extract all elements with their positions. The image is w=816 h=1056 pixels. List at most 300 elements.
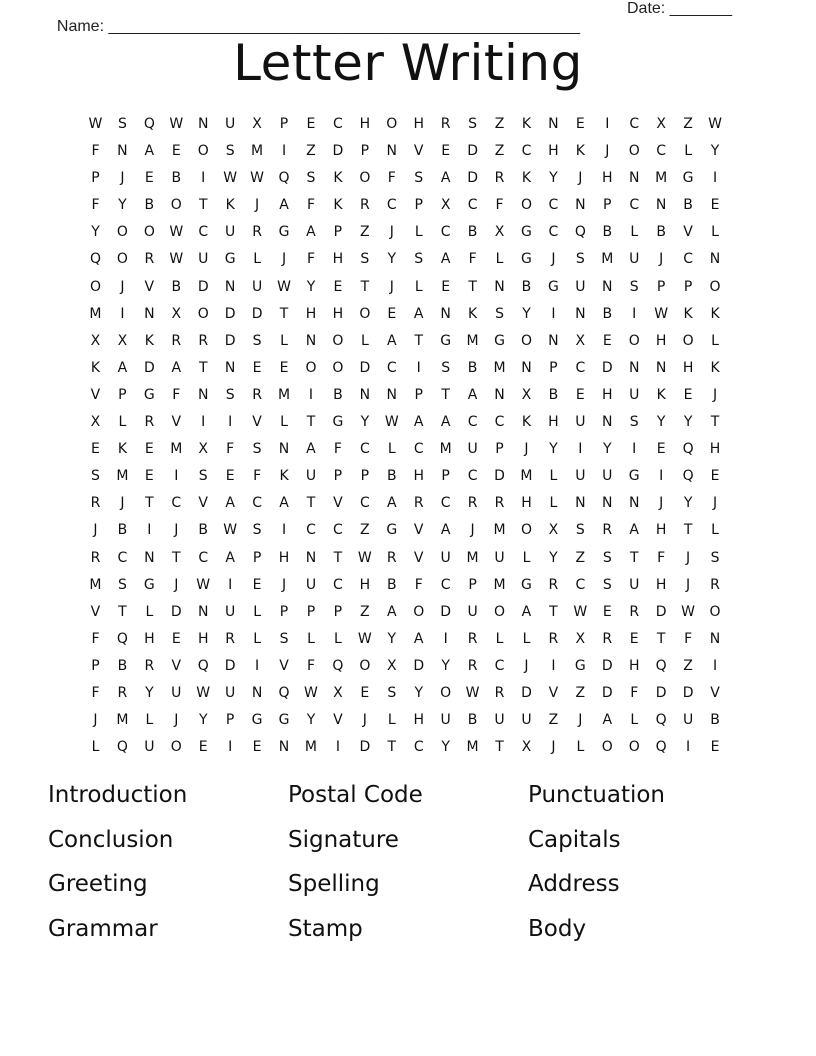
grid-letter: O xyxy=(116,251,128,268)
grid-letter: M xyxy=(601,251,614,268)
grid-letter: I xyxy=(201,414,206,431)
grid-letter: O xyxy=(628,143,640,160)
grid-letter: N xyxy=(494,386,505,403)
grid-letter: B xyxy=(386,576,397,593)
grid-letter: I xyxy=(686,739,691,756)
grid-letter: E xyxy=(710,468,720,485)
grid-letter: M xyxy=(89,305,102,322)
grid-letter: W xyxy=(223,522,238,539)
grid-letter: E xyxy=(441,143,451,160)
grid-letter: V xyxy=(413,143,424,160)
grid-letter: R xyxy=(386,549,397,566)
grid-letter: P xyxy=(603,197,612,214)
grid-letter: S xyxy=(252,441,262,458)
grid-letter: T xyxy=(468,278,477,295)
grid-letter: G xyxy=(682,170,694,187)
grid-letter: P xyxy=(414,386,423,403)
grid-letter: H xyxy=(521,495,532,512)
grid-letter: K xyxy=(333,170,343,187)
grid-letter: E xyxy=(602,332,612,349)
grid-letter: O xyxy=(359,305,371,322)
grid-letter: L xyxy=(91,739,100,756)
grid-letter: O xyxy=(197,143,209,160)
grid-letter: V xyxy=(279,657,289,674)
grid-letter: W xyxy=(708,116,722,132)
grid-letter: B xyxy=(683,197,693,214)
grid-letter: L xyxy=(280,414,288,431)
grid-letter: X xyxy=(575,332,586,349)
grid-letter: L xyxy=(549,495,558,512)
grid-letter: B xyxy=(710,712,720,729)
grid-letter: C xyxy=(333,116,343,132)
grid-letter: U xyxy=(225,603,236,620)
grid-letter: V xyxy=(710,684,720,701)
grid-letter: H xyxy=(655,522,667,539)
grid-letter: F xyxy=(387,170,396,187)
date-field-label: Date: _______ xyxy=(627,0,732,17)
grid-letter: C xyxy=(306,522,316,539)
grid-letter: O xyxy=(170,197,182,214)
grid-letter: R xyxy=(548,576,559,593)
grid-letter: U xyxy=(575,468,586,485)
grid-letter: N xyxy=(359,386,371,403)
grid-letter: Y xyxy=(522,305,531,322)
grid-letter: B xyxy=(467,224,478,241)
grid-letter: O xyxy=(89,278,101,295)
grid-letter: I xyxy=(281,143,287,160)
grid-letter: W xyxy=(88,116,103,132)
grid-letter: K xyxy=(279,468,289,485)
grid-letter: K xyxy=(90,359,101,376)
grid-letter: Y xyxy=(306,712,316,729)
grid-letter: B xyxy=(656,224,666,241)
grid-letter: U xyxy=(602,468,613,485)
grid-letter: N xyxy=(224,278,236,295)
grid-letter: G xyxy=(224,251,236,268)
grid-letter: J xyxy=(551,739,556,756)
grid-letter: U xyxy=(575,414,586,431)
grid-letter: P xyxy=(333,468,343,485)
grid-letter: X xyxy=(198,441,209,458)
grid-letter: P xyxy=(656,278,666,295)
grid-letter: P xyxy=(360,468,370,485)
grid-letter: U xyxy=(494,549,505,566)
grid-letter: C xyxy=(359,495,370,512)
grid-letter: C xyxy=(656,143,667,160)
grid-letter: X xyxy=(171,305,182,322)
grid-letter: I xyxy=(147,522,152,539)
grid-letter: L xyxy=(253,603,261,620)
grid-letter: Z xyxy=(360,522,370,539)
grid-letter: A xyxy=(467,386,478,403)
grid-letter: C xyxy=(548,224,559,241)
grid-letter: U xyxy=(305,468,317,485)
grid-letter: P xyxy=(279,116,289,132)
grid-letter: P xyxy=(225,712,235,729)
grid-letter: C xyxy=(548,197,559,214)
grid-letter: C xyxy=(467,468,478,485)
grid-letter: W xyxy=(681,603,696,620)
grid-letter: P xyxy=(441,468,450,485)
grid-letter: V xyxy=(548,684,559,701)
grid-letter: S xyxy=(602,576,612,593)
grid-letter: C xyxy=(386,359,397,376)
grid-letter: N xyxy=(575,305,586,322)
grid-letter: S xyxy=(225,386,235,403)
grid-letter: Q xyxy=(278,170,290,187)
grid-letter: R xyxy=(467,630,478,647)
grid-letter: N xyxy=(709,251,721,268)
grid-letter: Z xyxy=(306,143,316,160)
grid-letter: O xyxy=(359,170,371,187)
grid-letter: J xyxy=(659,251,664,268)
grid-letter: U xyxy=(171,684,182,701)
word-list-item: Stamp xyxy=(288,915,363,942)
grid-letter: N xyxy=(386,143,398,160)
grid-letter: H xyxy=(655,332,667,349)
grid-letter: Y xyxy=(603,441,612,458)
grid-letter: S xyxy=(306,170,316,187)
grid-letter: K xyxy=(521,414,532,431)
grid-letter: F xyxy=(306,197,315,214)
grid-letter: Q xyxy=(655,739,667,756)
grid-letter: D xyxy=(494,468,505,485)
grid-letter: Y xyxy=(710,143,720,160)
grid-letter: F xyxy=(333,441,342,458)
grid-letter: O xyxy=(116,224,128,241)
grid-letter: F xyxy=(91,630,100,647)
grid-letter: C xyxy=(629,197,640,214)
grid-letter: I xyxy=(308,386,314,403)
grid-letter: P xyxy=(252,549,262,566)
grid-letter: J xyxy=(120,495,125,512)
grid-letter: R xyxy=(629,603,640,620)
grid-letter: D xyxy=(359,359,371,376)
grid-letter: K xyxy=(710,305,720,322)
grid-letter: H xyxy=(602,170,613,187)
grid-letter: G xyxy=(143,386,155,403)
grid-letter: I xyxy=(281,522,287,539)
grid-letter: B xyxy=(521,278,532,295)
grid-letter: J xyxy=(174,576,179,593)
grid-letter: Y xyxy=(145,684,154,701)
grid-letter: G xyxy=(574,657,586,674)
grid-letter: T xyxy=(279,305,289,322)
grid-letter: E xyxy=(252,739,262,756)
grid-letter: N xyxy=(144,549,155,566)
grid-letter: C xyxy=(521,143,532,160)
grid-letter: M xyxy=(493,576,506,593)
grid-letter: E xyxy=(441,278,451,295)
grid-letter: G xyxy=(278,712,290,729)
grid-letter: M xyxy=(493,522,506,539)
grid-letter: V xyxy=(90,386,101,403)
grid-letter: C xyxy=(440,224,451,241)
grid-letter: Q xyxy=(332,657,344,674)
grid-letter: C xyxy=(333,576,343,593)
grid-letter: J xyxy=(712,386,718,403)
grid-letter: Z xyxy=(683,116,693,132)
grid-letter: U xyxy=(682,712,694,729)
grid-letter: L xyxy=(522,549,531,566)
grid-letter: W xyxy=(573,603,588,620)
grid-letter: J xyxy=(93,712,98,729)
grid-letter: V xyxy=(198,495,208,512)
grid-letter: L xyxy=(414,224,423,241)
grid-letter: F xyxy=(253,468,262,485)
grid-letter: S xyxy=(91,468,100,485)
grid-letter: L xyxy=(145,603,154,620)
grid-letter: P xyxy=(91,170,100,187)
grid-letter: C xyxy=(467,197,478,214)
grid-letter: F xyxy=(414,576,423,593)
grid-letter: T xyxy=(656,630,666,647)
grid-letter: D xyxy=(224,332,236,349)
grid-letter: I xyxy=(605,116,610,132)
grid-letter: I xyxy=(551,305,556,322)
grid-letter: I xyxy=(712,170,718,187)
grid-letter: X xyxy=(440,197,451,214)
grid-letter: C xyxy=(629,116,640,132)
grid-letter: H xyxy=(682,359,694,376)
grid-letter: M xyxy=(439,441,452,458)
grid-letter: R xyxy=(359,197,370,214)
grid-letter: T xyxy=(683,522,693,539)
grid-letter: G xyxy=(547,278,559,295)
grid-letter: S xyxy=(414,251,424,268)
grid-letter: R xyxy=(467,495,478,512)
grid-letter: V xyxy=(252,414,262,431)
grid-letter: L xyxy=(307,630,315,647)
grid-letter: D xyxy=(655,603,667,620)
grid-letter: J xyxy=(281,576,287,593)
grid-letter: H xyxy=(332,305,344,322)
grid-letter: K xyxy=(710,359,720,376)
grid-letter: I xyxy=(174,468,179,485)
grid-letter: O xyxy=(682,332,694,349)
grid-letter: I xyxy=(632,441,637,458)
grid-letter: L xyxy=(522,630,531,647)
grid-letter: W xyxy=(196,576,211,593)
grid-letter: A xyxy=(144,143,155,160)
grid-letter: E xyxy=(171,630,181,647)
grid-letter: T xyxy=(306,495,316,512)
grid-letter: V xyxy=(144,278,155,295)
grid-letter: E xyxy=(225,468,235,485)
grid-letter: X xyxy=(656,116,666,132)
grid-letter: L xyxy=(360,332,369,349)
grid-letter: S xyxy=(414,170,424,187)
grid-letter: X xyxy=(117,332,128,349)
grid-letter: I xyxy=(578,441,583,458)
grid-letter: K xyxy=(117,441,127,458)
grid-letter: Q xyxy=(655,712,667,729)
grid-letter: Y xyxy=(683,414,693,431)
grid-letter: T xyxy=(441,386,450,403)
grid-letter: J xyxy=(174,712,179,729)
grid-letter: M xyxy=(493,359,506,376)
grid-letter: I xyxy=(255,657,260,674)
grid-letter: F xyxy=(495,197,504,214)
grid-letter: L xyxy=(387,441,396,458)
grid-letter: O xyxy=(494,603,506,620)
grid-letter: E xyxy=(306,116,316,132)
grid-letter: G xyxy=(251,712,263,729)
grid-letter: S xyxy=(575,522,585,539)
grid-letter: T xyxy=(414,332,423,349)
grid-letter: F xyxy=(630,684,639,701)
grid-letter: C xyxy=(333,522,343,539)
grid-letter: B xyxy=(198,522,209,539)
grid-letter: N xyxy=(305,549,317,566)
grid-letter: P xyxy=(468,576,477,593)
grid-letter: Y xyxy=(549,549,558,566)
grid-letter: P xyxy=(118,386,127,403)
grid-letter: M xyxy=(520,468,533,485)
grid-letter: D xyxy=(655,684,667,701)
grid-letter: G xyxy=(494,332,505,349)
grid-letter: B xyxy=(117,522,128,539)
grid-letter: L xyxy=(630,224,639,241)
grid-letter: E xyxy=(279,359,289,376)
grid-letter: O xyxy=(601,739,613,756)
grid-letter: T xyxy=(495,739,504,756)
grid-letter: O xyxy=(359,657,371,674)
grid-letter: W xyxy=(169,116,184,132)
grid-letter: O xyxy=(332,332,344,349)
grid-letter: N xyxy=(709,630,721,647)
grid-letter: E xyxy=(144,441,154,458)
grid-letter: M xyxy=(89,576,102,593)
grid-letter: T xyxy=(198,197,208,214)
grid-letter: T xyxy=(118,603,127,620)
grid-letter: S xyxy=(279,630,289,647)
grid-letter: P xyxy=(414,197,423,214)
grid-letter: C xyxy=(467,414,478,431)
grid-letter: Z xyxy=(548,712,559,729)
grid-letter: R xyxy=(90,495,101,512)
grid-letter: K xyxy=(575,143,585,160)
grid-letter: Y xyxy=(198,712,208,729)
grid-letter: C xyxy=(252,495,262,512)
grid-letter: L xyxy=(253,630,261,647)
grid-letter: S xyxy=(468,116,478,132)
grid-letter: N xyxy=(224,359,236,376)
grid-letter: M xyxy=(304,739,318,756)
grid-letter: Y xyxy=(306,278,316,295)
grid-letter: K xyxy=(521,170,532,187)
grid-letter: Y xyxy=(360,414,370,431)
grid-letter: U xyxy=(440,712,451,729)
grid-letter: A xyxy=(440,251,451,268)
grid-letter: N xyxy=(494,278,505,295)
grid-letter: C xyxy=(198,224,209,241)
grid-letter: H xyxy=(548,414,559,431)
grid-letter: N xyxy=(278,441,290,458)
grid-letter: N xyxy=(144,305,155,322)
grid-letter: E xyxy=(252,576,262,593)
grid-letter: M xyxy=(466,739,479,756)
grid-letter: J xyxy=(255,197,260,214)
grid-letter: G xyxy=(521,576,532,593)
grid-letter: V xyxy=(683,224,693,241)
grid-letter: S xyxy=(252,332,262,349)
grid-letter: J xyxy=(524,441,529,458)
grid-letter: U xyxy=(225,116,236,132)
grid-letter: M xyxy=(466,332,479,349)
word-list-item: Body xyxy=(528,915,587,942)
grid-letter: W xyxy=(169,224,184,241)
word-list-item: Capitals xyxy=(528,826,621,853)
grid-letter: I xyxy=(416,359,421,376)
grid-letter: N xyxy=(548,116,559,132)
grid-letter: K xyxy=(683,305,693,322)
grid-letter: P xyxy=(683,278,693,295)
grid-letter: E xyxy=(333,278,343,295)
grid-letter: H xyxy=(359,576,371,593)
grid-letter: D xyxy=(601,657,613,674)
grid-letter: Q xyxy=(116,630,128,647)
grid-letter: E xyxy=(171,143,181,160)
grid-letter: Y xyxy=(549,441,558,458)
grid-letter: T xyxy=(549,603,558,620)
grid-letter: B xyxy=(144,197,155,214)
grid-letter: A xyxy=(440,522,451,539)
grid-letter: S xyxy=(252,522,262,539)
grid-letter: N xyxy=(602,414,613,431)
grid-letter: M xyxy=(466,549,479,566)
grid-letter: W xyxy=(357,549,372,566)
grid-letter: U xyxy=(629,251,640,268)
grid-letter: J xyxy=(174,522,179,539)
grid-letter: U xyxy=(305,576,317,593)
page-title: Letter Writing xyxy=(233,34,583,92)
grid-letter: B xyxy=(602,224,613,241)
grid-letter: X xyxy=(333,684,343,701)
grid-letter: S xyxy=(575,251,585,268)
grid-letter: O xyxy=(332,359,344,376)
grid-letter: I xyxy=(201,170,206,187)
grid-letter: F xyxy=(91,197,100,214)
grid-letter: E xyxy=(656,441,666,458)
grid-letter: I xyxy=(228,739,233,756)
grid-letter: R xyxy=(413,495,424,512)
grid-letter: W xyxy=(250,170,265,187)
grid-letter: U xyxy=(494,712,505,729)
grid-letter: S xyxy=(387,684,397,701)
grid-letter: L xyxy=(334,630,342,647)
grid-letter: R xyxy=(225,630,236,647)
grid-letter: Y xyxy=(414,684,423,701)
grid-letter: A xyxy=(306,224,316,241)
grid-letter: C xyxy=(198,549,209,566)
grid-letter: X xyxy=(252,116,262,132)
grid-letter: J xyxy=(389,278,394,295)
grid-letter: X xyxy=(521,386,532,403)
grid-letter: A xyxy=(386,603,397,620)
grid-letter: G xyxy=(521,251,532,268)
grid-letter: Q xyxy=(682,441,694,458)
grid-letter: T xyxy=(333,549,343,566)
grid-letter: C xyxy=(117,549,128,566)
grid-letter: F xyxy=(91,143,100,160)
grid-letter: K xyxy=(656,386,666,403)
grid-letter: E xyxy=(575,116,585,132)
grid-letter: D xyxy=(143,359,155,376)
grid-letter: B xyxy=(171,278,182,295)
grid-letter: D xyxy=(467,143,478,160)
grid-letter: O xyxy=(709,278,721,295)
